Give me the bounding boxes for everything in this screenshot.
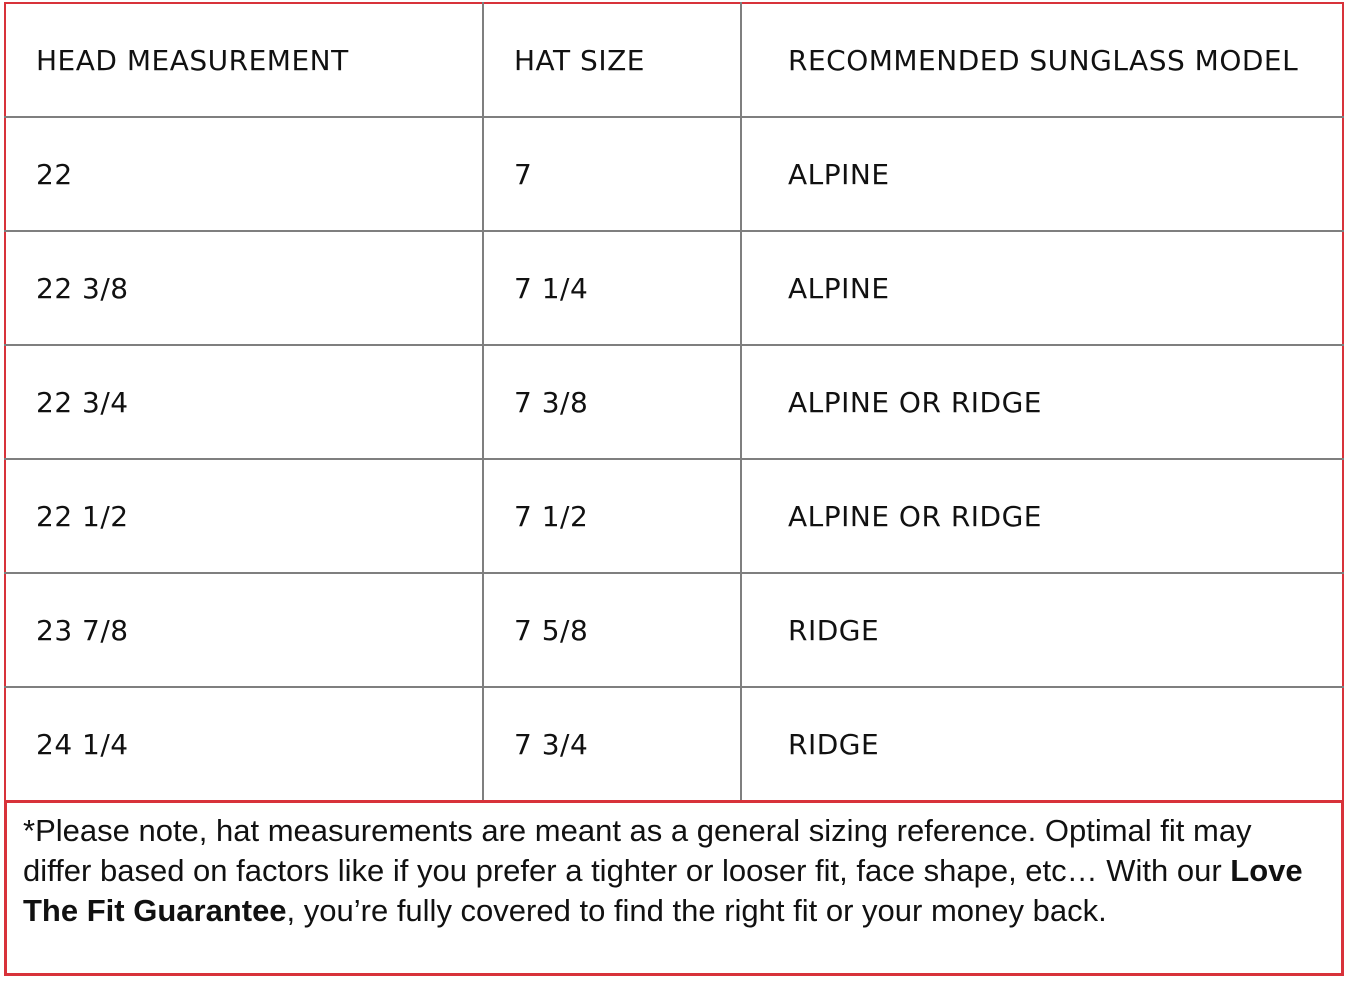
header-hat-size: HAT SIZE [483,3,741,117]
cell-head-measurement: 24 1/4 [5,687,483,801]
cell-sunglass-model: ALPINE [741,231,1343,345]
guarantee-name: Love The Fit Guarantee [23,853,1303,928]
note-text-before: *Please note, hat measurements are meant as a general sizing reference. Optimal fit may differ based on factors like if you prefer a tighter or looser fit, face shape, etc… With our [23,813,1252,888]
cell-sunglass-model: RIDGE [741,687,1343,801]
table-row [5,687,1343,801]
cell-sunglass-model: ALPINE [741,117,1343,231]
header-head-measurement: HEAD MEASUREMENT [5,3,483,117]
cell-hat-size: 7 1/2 [483,459,741,573]
table-row [5,117,1343,231]
cell-hat-size: 7 1/4 [483,231,741,345]
note-text-after: , you’re fully covered to find the right fit or your money back. [286,893,1107,928]
sizing-disclaimer-note [4,800,1344,976]
cell-sunglass-model: ALPINE OR RIDGE [741,345,1343,459]
cell-head-measurement: 22 3/4 [5,345,483,459]
cell-head-measurement: 22 3/8 [5,231,483,345]
cell-head-measurement: 23 7/8 [5,573,483,687]
table-header-row [5,3,1343,117]
cell-hat-size: 7 3/4 [483,687,741,801]
cell-head-measurement: 22 1/2 [5,459,483,573]
table-row [5,573,1343,687]
table-row [5,345,1343,459]
cell-hat-size: 7 [483,117,741,231]
table-row [5,231,1343,345]
header-recommended-model: RECOMMENDED SUNGLASS MODEL [741,3,1343,117]
cell-hat-size: 7 5/8 [483,573,741,687]
cell-sunglass-model: RIDGE [741,573,1343,687]
cell-head-measurement: 22 [5,117,483,231]
table-row [5,459,1343,573]
cell-hat-size: 7 3/8 [483,345,741,459]
cell-sunglass-model: ALPINE OR RIDGE [741,459,1343,573]
size-chart-table [4,2,1344,802]
